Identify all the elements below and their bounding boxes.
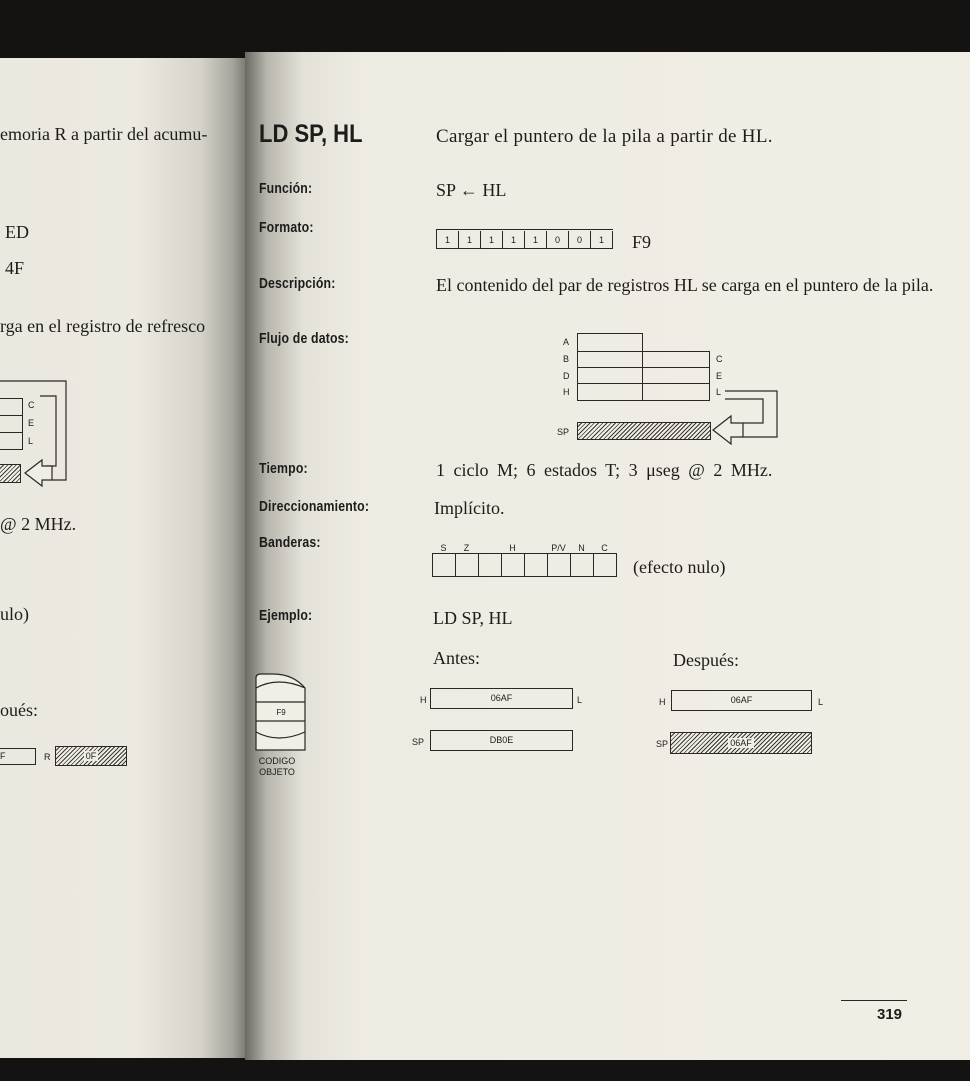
hl-to-sp-arrow [711,385,781,445]
register-c-box [642,351,710,368]
before-sp-label: SP [412,737,425,747]
before-l-label: L [577,695,583,705]
left-text-line: oués: [0,700,38,720]
object-code-caption: OBJETO [259,767,295,777]
flag-name [524,539,547,551]
left-register-r-value: 0F [85,751,97,761]
left-text-line: emoria R a partir del acumu- [0,124,208,144]
funcion-label: Función: [259,180,313,197]
opcode-bit: 1 [481,231,503,249]
left-reg-label: L [28,436,34,446]
register-l-box [642,383,710,401]
after-h-label: H [659,697,666,707]
instruction-mnemonic: LD SP, HL [259,120,363,148]
ejemplo-value: LD SP, HL [433,608,513,628]
banderas-label: Banderas: [259,534,321,551]
antes-label: Antes: [433,648,480,668]
opcode-bit: 0 [569,231,591,249]
register-sp-label: SP [557,427,570,437]
opcode-bit: 0 [547,231,569,249]
opcode-bit: 1 [459,231,481,249]
flag-name: N [578,543,585,553]
register-e-label: E [716,371,723,381]
register-sp-box [577,422,711,440]
left-text-line: ED [5,222,29,242]
register-h-box [577,383,643,401]
flag-name: H [509,543,516,553]
left-text-line: @ 2 MHz. [0,514,77,534]
flag-cell [479,554,502,576]
flags-register [432,553,617,577]
page-number: 319 [877,1006,903,1023]
left-reg-label: E [28,418,35,428]
after-hl-register [671,690,812,711]
ejemplo-label: Ejemplo: [259,607,313,624]
opcode-hex: F9 [632,232,652,252]
opcode-bit: 1 [503,231,525,249]
left-register-fragment [0,748,36,765]
flag-name: S [440,543,447,553]
left-register-r-label: R [44,752,51,762]
after-sp-label: SP [656,739,669,749]
before-sp-value: DB0E [489,735,514,745]
object-code-byte: F9 [276,708,286,717]
opcode-bit: 1 [437,231,459,249]
register-a-label: A [563,337,570,347]
register-a-box [577,333,643,352]
descripcion-label: Descripción: [259,275,336,292]
register-b-label: B [563,354,570,364]
footer-rule [841,1000,907,1001]
register-c-label: C [716,354,723,364]
flag-cell [502,554,525,576]
flag-cell [525,554,548,576]
before-sp-register [430,730,573,751]
left-text-line: ulo) [0,604,29,624]
left-text-line: 4F [5,258,25,278]
register-b-box [577,351,643,368]
opcode-bits [436,229,613,249]
dataflow-diagram [555,333,783,443]
tiempo-label: Tiempo: [259,460,308,477]
before-h-label: H [420,695,427,705]
register-e-box [642,367,710,384]
register-l-label: L [716,387,722,397]
flag-name: P/V [551,543,566,553]
before-hl-register [430,688,573,709]
left-hatched-register [0,464,21,483]
after-sp-value: 06AF [730,738,752,748]
left-text-line: rga en el registro de refresco [0,316,206,336]
flags-note: (efecto nulo) [633,557,726,577]
despues-label: Después: [673,650,739,670]
register-d-box [577,367,643,384]
formato-label: Formato: [259,219,314,236]
object-code-caption: CODIGO [258,756,296,766]
descripcion-value: El contenido del par de registros HL se carga en el puntero de la pila. [436,275,934,295]
instruction-summary: Cargar el puntero de la pila a partir de HL. [436,126,773,147]
flag-name: C [601,543,608,553]
flag-cell [571,554,594,576]
tiempo-value: 1 ciclo M; 6 estados T; 3 μseg @ 2 MHz. [436,460,773,480]
left-register-fragment-value: F [0,751,6,761]
direccionamiento-label: Direccionamiento: [259,498,370,515]
flag-name [478,539,501,551]
flujo-label: Flujo de datos: [259,330,349,347]
funcion-value: SP ← HL [436,180,507,200]
right-page [245,52,970,1060]
flag-cell [433,554,456,576]
after-hl-value: 06AF [730,695,753,705]
register-h-label: H [563,387,570,397]
before-hl-value: 06AF [490,693,513,703]
left-page [0,58,250,1058]
opcode-bit: 1 [525,231,547,249]
flag-cell [548,554,571,576]
flag-cell [594,554,617,576]
register-d-label: D [563,371,570,381]
opcode-bit: 1 [591,231,613,249]
left-register-r-box [55,746,127,766]
after-l-label: L [818,697,824,707]
after-sp-register [670,732,812,754]
flag-cell [456,554,479,576]
direccionamiento-value: Implícito. [434,498,505,518]
left-reg-label: C [28,400,35,410]
flag-name: Z [463,543,470,553]
